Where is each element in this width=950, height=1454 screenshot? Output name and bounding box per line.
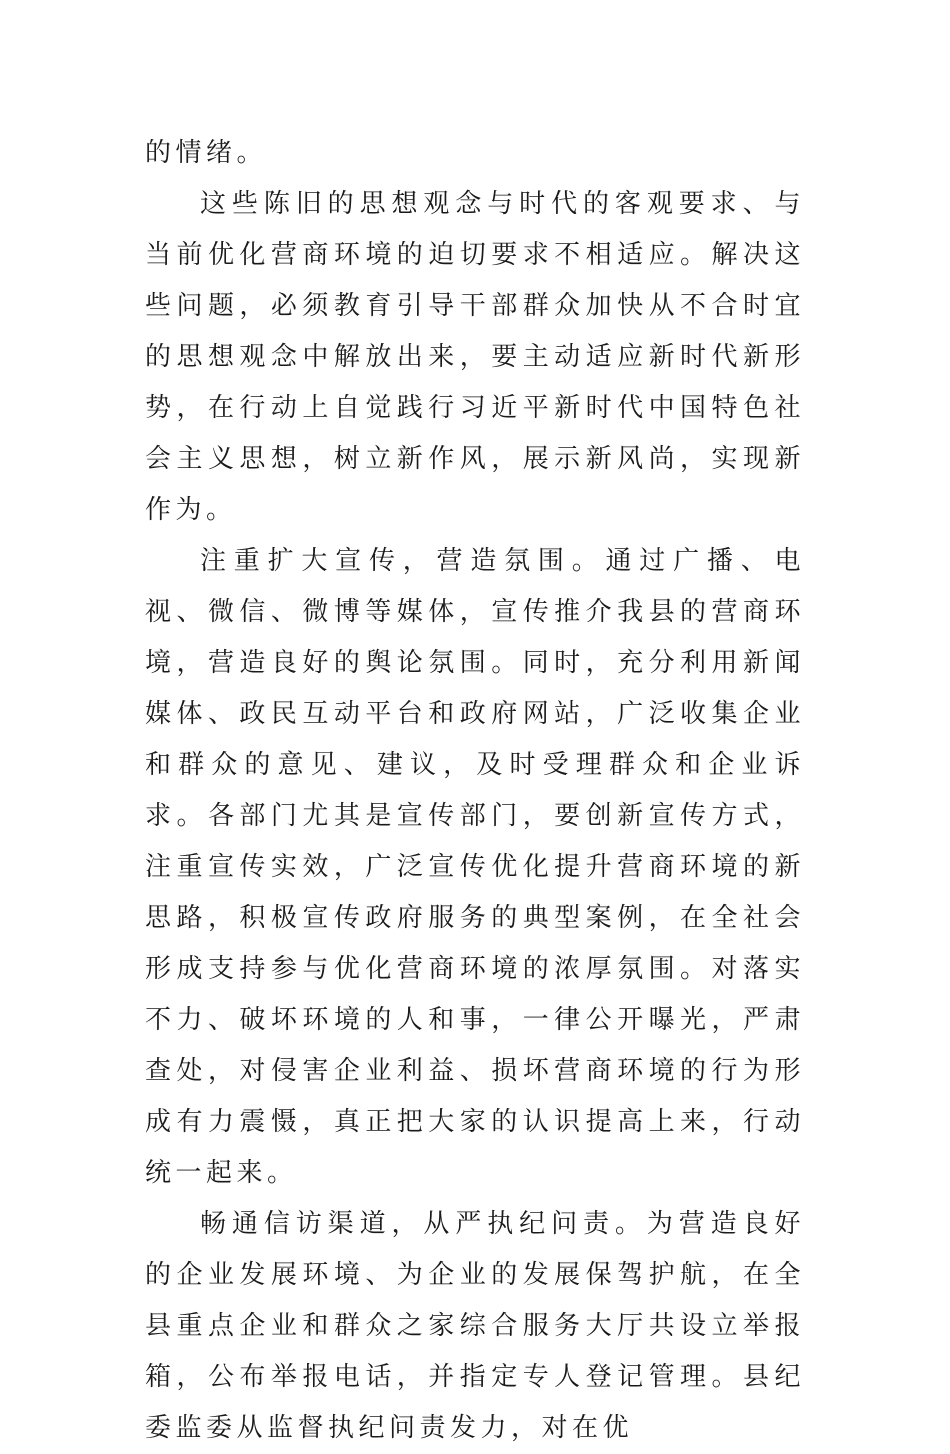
document-body — [145, 128, 805, 1454]
paragraph-1: 的情绪。 — [145, 138, 268, 168]
paragraph-3: 注重扩大宣传，营造氛围。通过广播、电视、微信、微博等媒体，宣传推介我县的营商环境，营造良好的舆论氛围。同时，充分利用新闻媒体、政民互动平台和政府网站，广泛收集企业和群众的意见、建议，及时受理群众和企业诉求。各部门尤其是宣传部门，要创新宣传方式，注重宣传实效，广泛宣传优化提升营商环境的新思路，积极宣传政府服务的典型案例，在全社会形成支持参与优化营商环境的浓厚氛围。对落实不力、破坏环境的人和事，一律公开曝光，严肃查处，对侵害企业利益、损坏营商环境的行为形成有力震慑，真正把大家的认识提高上来，行动统一起来。 — [145, 546, 805, 1188]
paragraph-4: 畅通信访渠道，从严执纪问责。为营造良好的企业发展环境、为企业的发展保驾护航，在全县重点企业和群众之家综合服务大厅共设立举报箱，公布举报电话，并指定专人登记管理。县纪委监委从监督执纪问责发力，对在优 — [145, 1209, 805, 1443]
paragraph-2: 这些陈旧的思想观念与时代的客观要求、与当前优化营商环境的迫切要求不相适应。解决这些问题，必须教育引导干部群众加快从不合时宜的思想观念中解放出来，要主动适应新时代新形势，在行动上自觉践行习近平新时代中国特色社会主义思想，树立新作风，展示新风尚，实现新作为。 — [145, 189, 805, 525]
